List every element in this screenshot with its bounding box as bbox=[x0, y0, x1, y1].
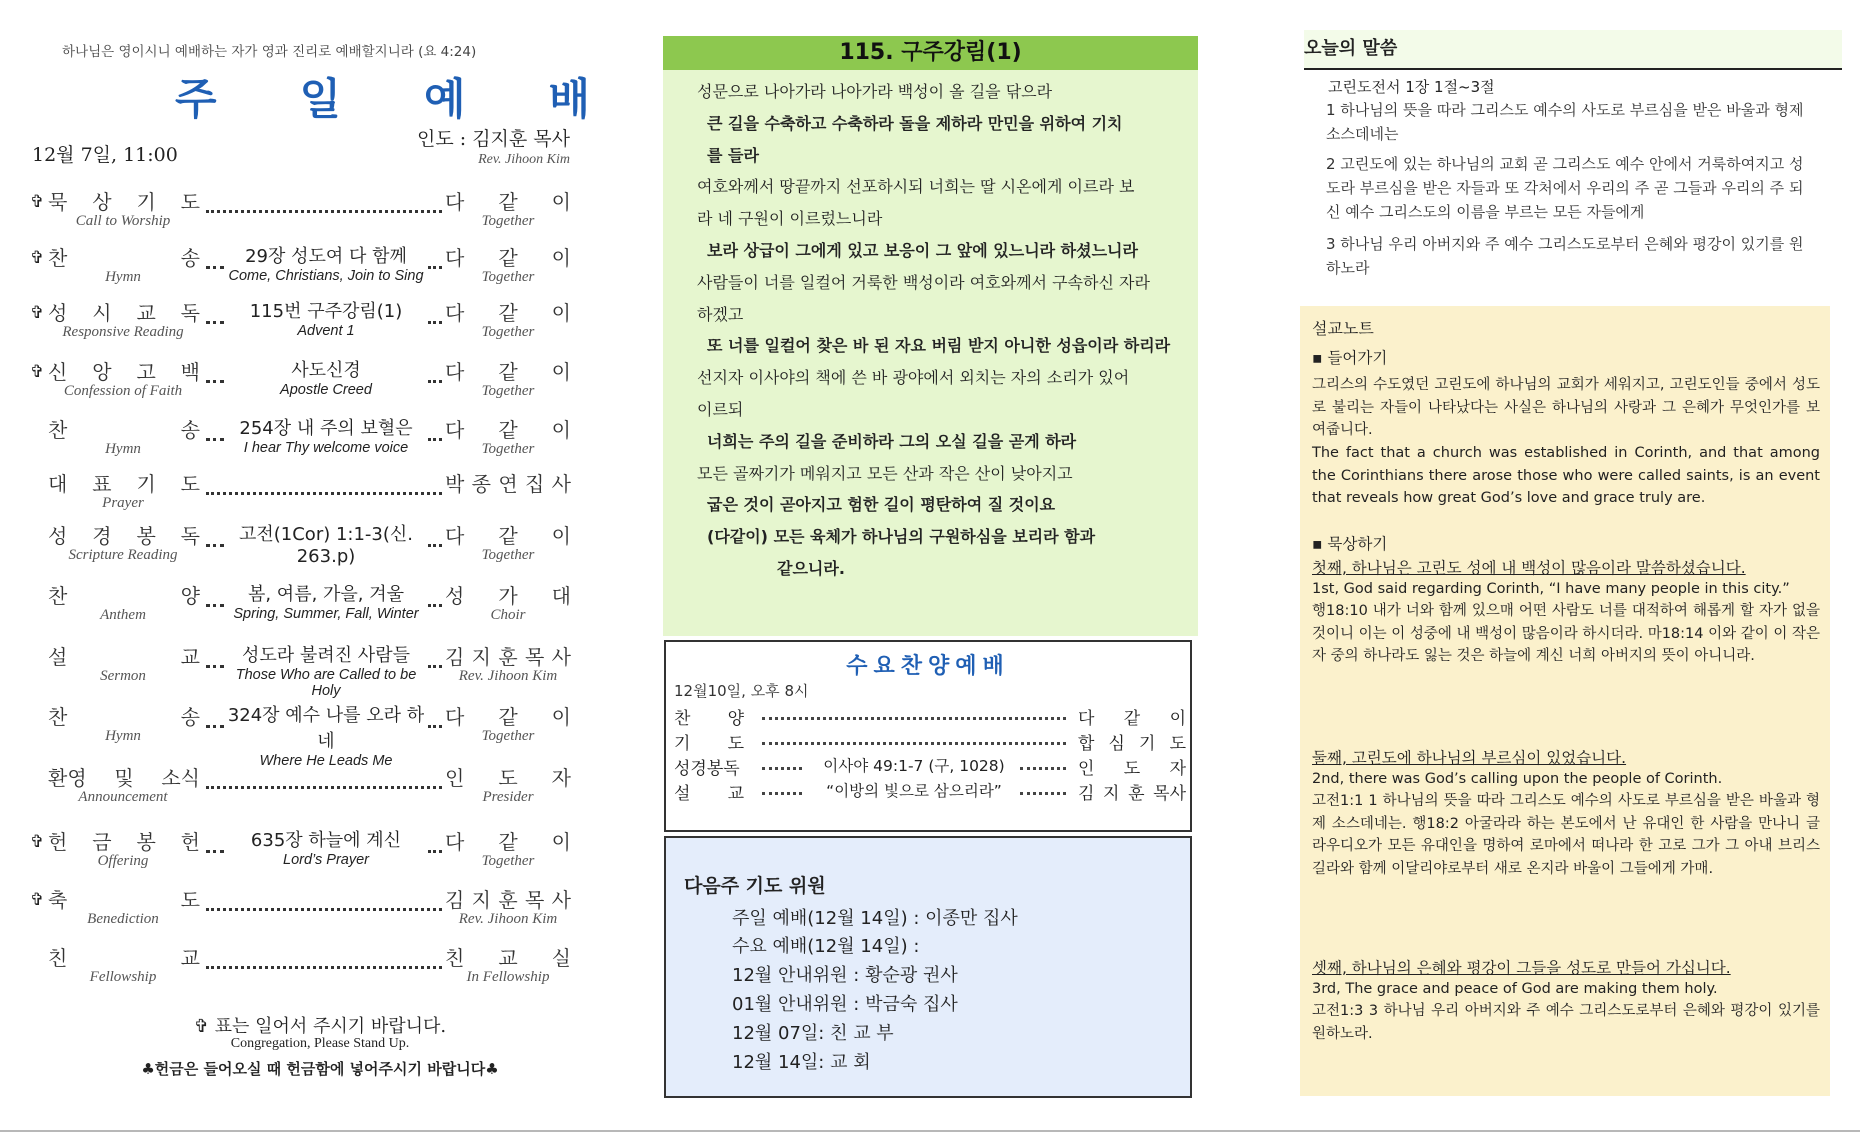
item-detail-en: Those Who are Called to be Holy bbox=[235, 667, 417, 699]
item-detail bbox=[226, 414, 426, 456]
item-leader: 인 도 자 bbox=[445, 766, 571, 790]
reading-line: 또 너를 일컬어 찾은 바 된 자요 버림 받지 아니한 성읍이라 하리라 bbox=[707, 336, 1171, 356]
third-point-body: 고전1:3 3 하나님 우리 아버지와 주 예수 그리스도로부터 은혜와 평강이 있기를 원하노라. bbox=[1312, 1003, 1820, 1042]
divider bbox=[1304, 68, 1842, 70]
item-name-en: Sermon bbox=[100, 668, 146, 684]
reading-line: 같으니라. bbox=[777, 558, 845, 578]
dot-leader bbox=[1020, 791, 1066, 795]
order-item bbox=[26, 884, 586, 936]
item-leader: 다 같 이 bbox=[445, 418, 571, 442]
service-date: 12월 7일, 11:00 bbox=[32, 144, 178, 166]
item-name: 환영 및 소식 bbox=[48, 766, 200, 790]
wednesday-item-detail: “이방의 빛으로 삼으리라” bbox=[826, 782, 1002, 800]
stand-cross-icon: ✞ bbox=[30, 303, 45, 323]
reading-line: 선지자 이사야의 책에 쓴 바 광야에서 외치는 자의 소리가 있어 bbox=[697, 368, 1130, 388]
order-item bbox=[26, 701, 586, 769]
intro-text-en: The fact that a church was established in Corinth, and that among the Corinthians there arose those who were called saints, is an event that reveals how great God’s love and grace truly are. bbox=[1312, 445, 1820, 506]
order-item bbox=[26, 414, 586, 466]
reading-line: 라 네 구원이 이르렀느니라 bbox=[697, 209, 883, 229]
responsive-reading-box bbox=[663, 36, 1198, 636]
item-leader-en: Together bbox=[481, 383, 535, 399]
wednesday-item-leader: 합 심 기 도 bbox=[1078, 734, 1186, 754]
prayer-title: 다음주 기도 위원 bbox=[684, 875, 826, 897]
order-item bbox=[26, 641, 586, 699]
item-name: 찬 양 bbox=[48, 584, 200, 608]
item-name-en: Anthem bbox=[100, 607, 146, 623]
reading-line: 이르되 bbox=[697, 399, 744, 419]
wednesday-row bbox=[674, 754, 1186, 780]
scripture-reference: 고린도전서 1장 1절~3절 bbox=[1328, 78, 1495, 96]
reading-line: 하겠고 bbox=[697, 304, 744, 324]
item-detail-ko: 고전(1Cor) 1:1-3(신. 263.p) bbox=[238, 524, 414, 567]
dot-leader bbox=[428, 424, 442, 441]
item-name-en: Benediction bbox=[87, 911, 159, 927]
item-detail bbox=[226, 641, 426, 699]
order-item bbox=[26, 186, 586, 238]
leader-name: 인도 : 김지훈 목사 bbox=[417, 128, 570, 150]
stand-cross-icon: ✞ bbox=[30, 832, 45, 852]
item-detail-ko: 사도신경 bbox=[291, 360, 361, 381]
prayer-line: 01월 안내위원 : 박금숙 집사 bbox=[732, 994, 958, 1015]
dot-leader bbox=[206, 307, 224, 324]
dot-leader bbox=[1020, 766, 1066, 770]
second-point-heading: 둘째, 고린도에 하나님의 부르심이 있었습니다. bbox=[1312, 749, 1627, 767]
item-detail bbox=[226, 242, 426, 284]
scripture-verse: 3 하나님 우리 아버지와 주 예수 그리스도로부터 은혜와 평강이 있기를 원하노라 bbox=[1326, 235, 1804, 277]
dot-leader bbox=[206, 711, 224, 728]
item-name-en: Scripture Reading bbox=[68, 547, 178, 563]
item-leader-en: Together bbox=[481, 269, 535, 285]
item-leader: 다 같 이 bbox=[445, 246, 571, 270]
item-name: 헌 금 봉 헌 bbox=[48, 830, 200, 854]
prayer-line: 주일 예배(12월 14일) : 이종만 집사 bbox=[732, 908, 1018, 929]
wednesday-service-box bbox=[664, 640, 1192, 832]
dot-leader bbox=[206, 651, 224, 668]
reading-line: 큰 길을 수축하고 수축하라 돌을 제하라 만민을 위하여 기치 bbox=[707, 113, 1123, 133]
item-leader-en: Rev. Jihoon Kim bbox=[458, 911, 558, 927]
item-leader: 김 지 훈 목 사 bbox=[445, 888, 571, 912]
wednesday-item-leader: 다 같 이 bbox=[1078, 709, 1186, 729]
item-name: 찬 송 bbox=[48, 705, 200, 729]
stand-cross-icon: ✞ bbox=[30, 192, 45, 212]
meditation-bullet: ▪ 묵상하기 bbox=[1312, 535, 1388, 553]
page-title: 주 일 예 배 bbox=[175, 75, 625, 125]
dot-leader bbox=[206, 772, 442, 789]
dot-leader bbox=[762, 791, 802, 795]
stand-note-en: Congregation, Please Stand Up. bbox=[230, 1036, 410, 1051]
wednesday-row bbox=[674, 729, 1186, 755]
first-point-en: 1st, God said regarding Corinth, “I have many people in this city.” bbox=[1312, 581, 1790, 597]
item-detail-ko: 29장 성도여 다 함께 bbox=[245, 246, 407, 267]
wednesday-item-leader: 김 지 훈 목사 bbox=[1078, 784, 1186, 804]
second-point-en: 2nd, there was God’s calling upon the people of Corinth. bbox=[1312, 771, 1723, 787]
item-name: 친 교 bbox=[48, 946, 200, 970]
reading-line: 너희는 주의 길을 준비하라 그의 오실 길을 곧게 하라 bbox=[707, 431, 1077, 451]
item-name-en: Call to Worship bbox=[75, 213, 171, 229]
intro-bullet: ▪ 들어가기 bbox=[1312, 349, 1388, 367]
item-leader: 다 같 이 bbox=[445, 830, 571, 854]
item-detail-en: Lord’s Prayer bbox=[283, 852, 369, 868]
second-point-body: 고전1:1 1 하나님의 뜻을 따라 그리스도 예수의 사도로 부르심을 받은 바울과 형제 소스데네는. 행18:2 아굴라라 하는 본도에서 난 유대인 한 사람을 만나니 글라우디오가 모든 유대인을 명하여 로마에서 떠나라 한 고로 그가 그 아내 브리스길라와 함께 이달리야로부터 새로 온지라 바울이 그들에게 가매. bbox=[1312, 793, 1820, 877]
dot-leader bbox=[206, 530, 224, 547]
item-detail-en: I hear Thy welcome voice bbox=[243, 440, 409, 456]
dot-leader bbox=[206, 424, 224, 441]
order-item bbox=[26, 242, 586, 294]
dot-leader bbox=[428, 836, 442, 853]
responsive-reading-lines bbox=[663, 70, 1198, 585]
item-detail-ko: 성도라 불려진 사람들 bbox=[242, 645, 410, 666]
item-detail-ko: 115번 구주강림(1) bbox=[249, 301, 403, 322]
order-item bbox=[26, 520, 586, 572]
item-leader-en: Rev. Jihoon Kim bbox=[458, 668, 558, 684]
item-name: 신 앙 고 백 bbox=[48, 360, 200, 384]
item-detail-en: Advent 1 bbox=[297, 323, 355, 339]
order-item bbox=[26, 826, 586, 878]
worship-order-panel bbox=[0, 0, 640, 1132]
item-name-en: Hymn bbox=[105, 269, 141, 285]
reading-line: 를 들라 bbox=[707, 145, 759, 165]
dot-leader bbox=[762, 716, 1066, 720]
item-leader: 박 종 연 집 사 bbox=[445, 472, 571, 496]
first-point-body: 행18:10 내가 너와 함께 있으매 어떤 사람도 너를 대적하여 해롭게 할 자가 없을 것이니 이는 이 성중에 내 백성이 많음이라 하시더라. 마18:14 이와 같이 이 작은 자 중의 하나라도 잃는 것은 하늘에 계신 너희 아버지의 뜻이 아니니라. bbox=[1312, 603, 1820, 664]
dot-leader bbox=[206, 894, 442, 911]
stand-cross-icon: ✞ bbox=[30, 890, 45, 910]
item-name: 축 도 bbox=[48, 888, 200, 912]
item-name: 찬 송 bbox=[48, 246, 200, 270]
item-name: 대 표 기 도 bbox=[48, 472, 200, 496]
reading-line: 여호와께서 땅끝까지 선포하시되 너희는 딸 시온에게 이르라 보 bbox=[697, 177, 1135, 197]
item-detail-ko: 324장 예수 나를 오라 하네 bbox=[227, 705, 425, 752]
leader-info bbox=[417, 124, 570, 168]
dot-leader bbox=[762, 741, 1066, 745]
dot-leader bbox=[206, 478, 442, 495]
item-name-en: Announcement bbox=[78, 789, 168, 805]
wednesday-item-name: 찬 양 bbox=[674, 709, 744, 729]
dot-leader bbox=[206, 252, 224, 269]
dot-leader bbox=[206, 196, 442, 213]
next-week-prayer-box bbox=[664, 836, 1192, 1098]
order-item bbox=[26, 468, 586, 520]
sermon-panel bbox=[1290, 0, 1860, 1132]
item-detail-en: Apostle Creed bbox=[280, 382, 372, 398]
item-detail-ko: 635장 하늘에 계신 bbox=[250, 830, 402, 851]
dot-leader bbox=[428, 366, 442, 383]
reading-line: 모든 골짜기가 메워지고 모든 산과 작은 산이 낮아지고 bbox=[697, 463, 1073, 483]
sermon-notes-box bbox=[1300, 306, 1830, 1096]
item-leader: 다 같 이 bbox=[445, 524, 571, 548]
dot-leader bbox=[206, 836, 224, 853]
item-leader: 친 교 실 bbox=[445, 946, 571, 970]
wednesday-item-leader: 인 도 자 bbox=[1078, 759, 1186, 779]
wednesday-item-name: 기 도 bbox=[674, 734, 744, 754]
item-name-en: Fellowship bbox=[89, 969, 157, 985]
reading-line: 사람들이 너를 일컬어 거룩한 백성이라 여호와께서 구속하신 자라 bbox=[697, 272, 1150, 292]
item-detail bbox=[226, 520, 426, 567]
item-leader: 성 가 대 bbox=[445, 584, 571, 608]
wednesday-item-detail: 이사야 49:1-7 (구, 1028) bbox=[823, 757, 1005, 775]
wednesday-row bbox=[674, 779, 1186, 805]
wednesday-title: 수요찬양예배 bbox=[846, 654, 1010, 679]
item-leader: 다 같 이 bbox=[445, 301, 571, 325]
sermon-notes-title: 설교노트 bbox=[1312, 319, 1374, 338]
item-name: 찬 송 bbox=[48, 418, 200, 442]
prayer-line: 수요 예배(12월 14일) : bbox=[732, 936, 920, 957]
wednesday-row bbox=[674, 704, 1186, 730]
reading-line: 성문으로 나아가라 나아가라 백성이 올 길을 닦으라 bbox=[697, 82, 1053, 101]
dot-leader bbox=[428, 651, 442, 668]
word-heading: 오늘의 말씀 bbox=[1304, 38, 1398, 59]
responsive-reading-title: 115. 구주강림(1) bbox=[663, 36, 1198, 70]
third-point-en: 3rd, The grace and peace of God are making them holy. bbox=[1312, 981, 1718, 997]
intro-text-ko: 그리스의 수도였던 고린도에 하나님의 교회가 세워지고, 고린도인들 중에서 성도로 불리는 자들이 나타났다는 사실은 하나님의 사랑과 그 은혜가 무엇인가를 보여줍니다. bbox=[1312, 377, 1820, 438]
wednesday-date: 12월10일, 오후 8시 bbox=[674, 682, 809, 700]
item-leader-en: Together bbox=[481, 728, 535, 744]
item-name: 묵 상 기 도 bbox=[48, 190, 200, 214]
dot-leader bbox=[206, 952, 442, 969]
third-point-heading: 셋째, 하나님의 은혜와 평강이 그들을 성도로 만들어 가십니다. bbox=[1312, 959, 1731, 977]
item-name-en: Hymn bbox=[105, 441, 141, 457]
dot-leader bbox=[428, 307, 442, 324]
item-detail-en: Come, Christians, Join to Sing bbox=[228, 268, 424, 284]
item-name-en: Prayer bbox=[102, 495, 144, 511]
item-leader: 다 같 이 bbox=[445, 190, 571, 214]
scripture-verse: 1 하나님의 뜻을 따라 그리스도 예수의 사도로 부르심을 받은 바울과 형제 소스데네는 bbox=[1326, 101, 1804, 143]
dot-leader bbox=[428, 252, 442, 269]
item-leader-en: Together bbox=[481, 853, 535, 869]
item-leader: 다 같 이 bbox=[445, 705, 571, 729]
dot-leader bbox=[206, 366, 224, 383]
scripture-verse: 2 고린도에 있는 하나님의 교회 곧 그리스도 예수 안에서 거룩하여지고 성도라 부르심을 받은 자들과 또 각처에서 우리의 주 곧 그들과 우리의 주 되신 예수 그리스도의 이름을 부르는 모든 자들에게 bbox=[1326, 155, 1804, 221]
order-item bbox=[26, 942, 586, 994]
prayer-line: 12월 07일: 친 교 부 bbox=[732, 1023, 894, 1044]
reading-line: 보라 상급이 그에게 있고 보응이 그 앞에 있느니라 하셨느니라 bbox=[707, 240, 1138, 260]
reading-line: (다같이) 모든 육체가 하나님의 구원하심을 보리라 함과 bbox=[707, 527, 1096, 547]
dot-leader bbox=[428, 711, 442, 728]
reading-line: 굽은 것이 곧아지고 험한 길이 평탄하여 질 것이요 bbox=[707, 495, 1056, 515]
item-name: 성 시 교 독 bbox=[48, 301, 200, 325]
item-detail bbox=[226, 356, 426, 398]
wednesday-item-name: 성경봉독 bbox=[674, 759, 740, 779]
item-detail bbox=[226, 826, 426, 868]
item-leader-en: Presider bbox=[482, 789, 534, 805]
item-leader: 다 같 이 bbox=[445, 360, 571, 384]
order-item bbox=[26, 762, 586, 814]
item-name-en: Responsive Reading bbox=[62, 324, 184, 340]
item-detail bbox=[226, 297, 426, 339]
item-name: 설 교 bbox=[48, 645, 200, 669]
order-item bbox=[26, 356, 586, 408]
item-leader-en: Together bbox=[481, 547, 535, 563]
item-detail bbox=[226, 701, 426, 769]
dot-leader bbox=[428, 590, 442, 607]
item-leader-en: Together bbox=[481, 213, 535, 229]
prayer-line: 12월 14일: 교 회 bbox=[732, 1052, 871, 1073]
item-detail-ko: 봄, 여름, 가을, 겨울 bbox=[247, 584, 405, 605]
item-leader-en: Choir bbox=[490, 607, 526, 623]
item-leader-en: Together bbox=[481, 324, 535, 340]
item-leader-en: In Fellowship bbox=[466, 969, 550, 985]
item-detail-en: Where He Leads Me bbox=[259, 753, 393, 769]
first-point-heading: 첫째, 하나님은 고린도 성에 내 백성이 많음이라 말씀하셨습니다. bbox=[1312, 559, 1746, 577]
item-detail bbox=[226, 580, 426, 622]
item-name-en: Offering bbox=[97, 853, 149, 869]
dot-leader bbox=[428, 530, 442, 547]
order-item bbox=[26, 297, 586, 349]
dot-leader bbox=[762, 766, 802, 770]
order-item bbox=[26, 580, 586, 632]
middle-panel bbox=[650, 0, 1210, 1132]
item-leader-en: Together bbox=[481, 441, 535, 457]
stand-cross-icon: ✞ bbox=[30, 248, 45, 268]
wednesday-item-name: 설 교 bbox=[674, 784, 744, 804]
prayer-line: 12월 안내위원 : 황순광 권사 bbox=[732, 965, 958, 986]
dot-leader bbox=[206, 590, 224, 607]
header-verse: 하나님은 영이시니 예배하는 자가 영과 진리로 예배할지니라 (요 4:24) bbox=[62, 44, 477, 60]
leader-name-en: Rev. Jihoon Kim bbox=[478, 152, 570, 167]
item-leader: 김 지 훈 목 사 bbox=[445, 645, 571, 669]
item-detail-ko: 254장 내 주의 보혈은 bbox=[239, 418, 413, 439]
stand-cross-icon: ✞ bbox=[30, 362, 45, 382]
offering-note: ♣헌금은 들어오실 때 헌금함에 넣어주시기 바랍니다♣ bbox=[141, 1060, 499, 1078]
item-name-en: Hymn bbox=[105, 728, 141, 744]
item-name-en: Confession of Faith bbox=[63, 383, 183, 399]
item-detail-en: Spring, Summer, Fall, Winter bbox=[233, 606, 419, 622]
item-name: 성 경 봉 독 bbox=[48, 524, 200, 548]
stand-note: ✞ 표는 일어서 주시기 바랍니다. bbox=[193, 1016, 447, 1037]
